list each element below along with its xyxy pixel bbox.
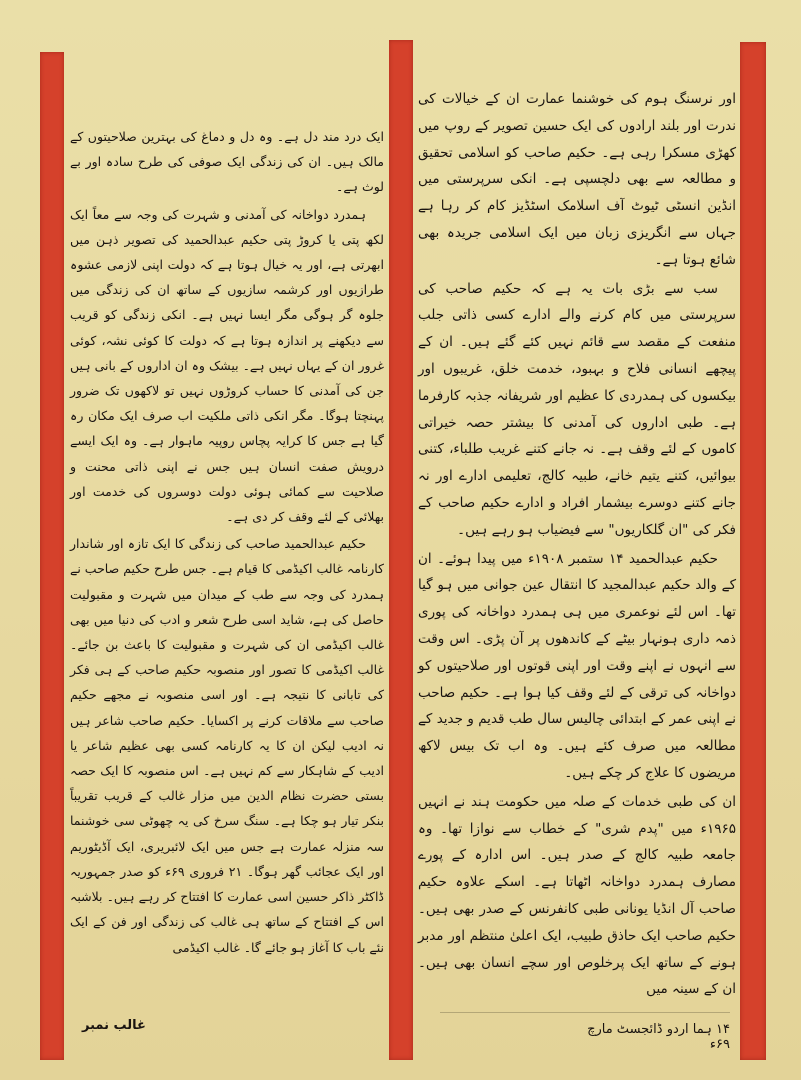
right-paragraph-4: ان کی طبی خدمات کے صلہ میں حکومت ہند نے انہیں ۱۹۶۵ء میں "پدم شری" کے خطاب سے نوازا تھا۔ وہ جامعہ طبیہ کالج کے صدر ہیں۔ اس ادارہ کے پورے مصارف ہمدرد دواخانہ اٹھاتا ہے۔ اسکے علاوہ حکیم صاحب آل انڈیا یونانی طبی کانفرنس کے صدر بھی ہیں۔ حکیم صاحب ایک حاذق طبیب، ایک اعلیٰ منتظم اور مدبر ہونے کے ساتھ ایک پرخلوص اور سچے انسان بھی ہیں۔ ان کے سینہ میں: [418, 793, 736, 998]
right-paragraph-2: سب سے بڑی بات یہ ہے کہ حکیم صاحب کی سرپرستی میں کام کرنے والے ادارے کسی ذاتی جلب منفعت کے مقصد سے قائم نہیں کئے گئے ہیں۔ ان کے پیچھے انسانی فلاح و بہبود، خدمت خلق، غریبوں اور بیکسوں کی ہمدردی کا عظیم اور شریفانہ جذبہ کارفرما ہے۔ طبی اداروں کی آمدنی کا بیشتر حصہ خیراتی کاموں کے لئے وقف ہے۔ نہ جانے کتنے غریب طلباء، کتنی بیوائیں، کتنے یتیم خانے، طبیہ کالج، تعلیمی ادارے اور نہ جانے کتنے دوسرے بیشمار افراد و ادارے حکیم صاحب کے فکر کی "ان گلکاریوں" سے فیضیاب ہو رہے ہیں۔: [418, 280, 736, 538]
page-footer-issue: غالب نمبر: [82, 1018, 146, 1033]
left-text-column: [70, 124, 384, 962]
page-footer-folio: ۱۴ ہما اردو ڈائجسٹ مارچ ۶۹ء: [587, 1022, 730, 1052]
footer-rule: [440, 1012, 730, 1013]
left-paragraph-1: ایک درد مند دل ہے۔ وہ دل و دماغ کی بہترین صلاحیتوں کے مالک ہیں۔ ان کی زندگی ایک صوفی کی طرح سادہ اور بے لوث ہے۔: [70, 129, 384, 195]
right-paragraph-1: اور نرسنگ ہوم کی خوشنما عمارت ان کے خیالات کی ندرت اور بلند ارادوں کی ایک حسین تصویر کے روپ میں کھڑی مسکرا رہی ہے۔ حکیم صاحب کو اسلامی تحقیق و مطالعہ سے بھی دلچسپی ہے۔ انکی سرپرستی میں انڈین انسٹی ٹیوٹ آف اسلامک اسٹڈیز کام کر رہا ہے جہاں سے انگریزی زبان میں ایک اسلامی جریدہ بھی شائع ہوتا ہے۔: [418, 91, 736, 268]
left-paragraph-3: حکیم عبدالحمید صاحب کی زندگی کا ایک تازہ اور شاندار کارنامہ غالب اکیڈمی کا قیام ہے۔ جس طرح حکیم صاحب نے ہمدرد کی وجہ سے طب کے میدان میں شہرت و مقبولیت حاصل کی ہے، شاید اسی طرح شعر و ادب کی دنیا میں بھی غالب اکیڈمی ان کی شہرت و مقبولیت کا باعث بن جائے۔ غالب اکیڈمی کا تصور اور منصوبہ حکیم صاحب کے ہی فکر کی تابانی کا نتیجہ ہے۔ اور اسی منصوبہ نے مجھے حکیم صاحب سے ملاقات کرنے پر اکسایا۔ حکیم صاحب شاعر ہیں نہ ادیب لیکن ان کا یہ کارنامہ کسی بھی عظیم شاعر یا ادیب کے شاہکار سے کم نہیں ہے۔ اس منصوبہ کا ایک حصہ بستی حضرت نظام الدین میں مزار غالب کے قریب تقریباً بنکر تیار ہو چکا ہے۔ سنگ سرخ کی یہ چھوٹی سی خوشنما سہ منزلہ عمارت ہے جس میں ایک لائبریری، ایک آڈیٹوریم اور ایک عجائب گھر ہوگا۔ ۲۱ فروری ۶۹ء کو صدر جمہوریہ ڈاکٹر ذاکر حسین اسی عمارت کا افتتاح کر رہے ہیں۔ بلاشبہ اس کے افتتاح کے ساتھ ہی غالب کی زندگی اور فن کے ایک نئے باب کا آغاز ہو جائے گا۔ غالب اکیڈمی: [70, 536, 384, 955]
left-paragraph-2: ہمدرد دواخانہ کی آمدنی و شہرت کی وجہ سے معاً ایک لکھ پتی یا کروڑ پتی حکیم عبدالحمید کی تصویر ذہن میں ابھرتی ہے، اور یہ خیال ہوتا ہے کہ دولت اپنی لازمی عشوہ طرازیوں اور کرشمہ سازیوں کے ساتھ ان کی زندگی میں جلوہ گر ہوگی مگر ایسا نہیں ہے۔ انکی زندگی کو قریب سے دیکھنے پر اندازہ ہوتا ہے کہ دولت کا کوئی نشہ، کوئی غرور ان کے یہاں نہیں ہے۔ بیشک وہ ان اداروں کے بانی ہیں جن کی آمدنی کا حساب کروڑوں نہیں تو لاکھوں تک ضرور پہنچتا ہوگا۔ مگر انکی ذاتی ملکیت اب صرف ایک مکان رہ گیا ہے جس کا کرایہ پچاس روپیہ ماہوار ہے۔ وہ ایک ایسے درویش صفت انسان ہیں جس نے اپنی ذاتی محنت و صلاحیت سے کمائی ہوئی دولت دوسروں کی خدمت اور بھلائی کے لئے وقف کر دی ہے۔: [70, 206, 384, 525]
right-text-column: [418, 86, 736, 1005]
center-red-divider-stripe: [389, 40, 413, 1060]
right-red-margin-stripe: [740, 42, 766, 1060]
right-paragraph-3: حکیم عبدالحمید ۱۴ ستمبر ۱۹۰۸ء میں پیدا ہوئے۔ ان کے والد حکیم عبدالمجید کا انتقال عین جوانی میں ہو گیا تھا۔ اس لئے نوعمری میں ہی ہمدرد دواخانہ کی پوری ذمہ داری ہونہار بیٹے کے کاندھوں پر آن پڑی۔ اس وقت سے انہوں نے اپنے وقت اور اپنی قوتوں اور صلاحیتوں کو دواخانہ کی ترقی کے لئے وقف کیا ہوا ہے۔ حکیم صاحب نے اپنی عمر کے ابتدائی چالیس سال طب قدیم و جدید کے مطالعہ میں صرف کئے ہیں۔ وہ اب تک بیس لاکھ مریضوں کا علاج کر چکے ہیں۔: [418, 550, 736, 781]
left-red-margin-stripe: [40, 52, 64, 1060]
